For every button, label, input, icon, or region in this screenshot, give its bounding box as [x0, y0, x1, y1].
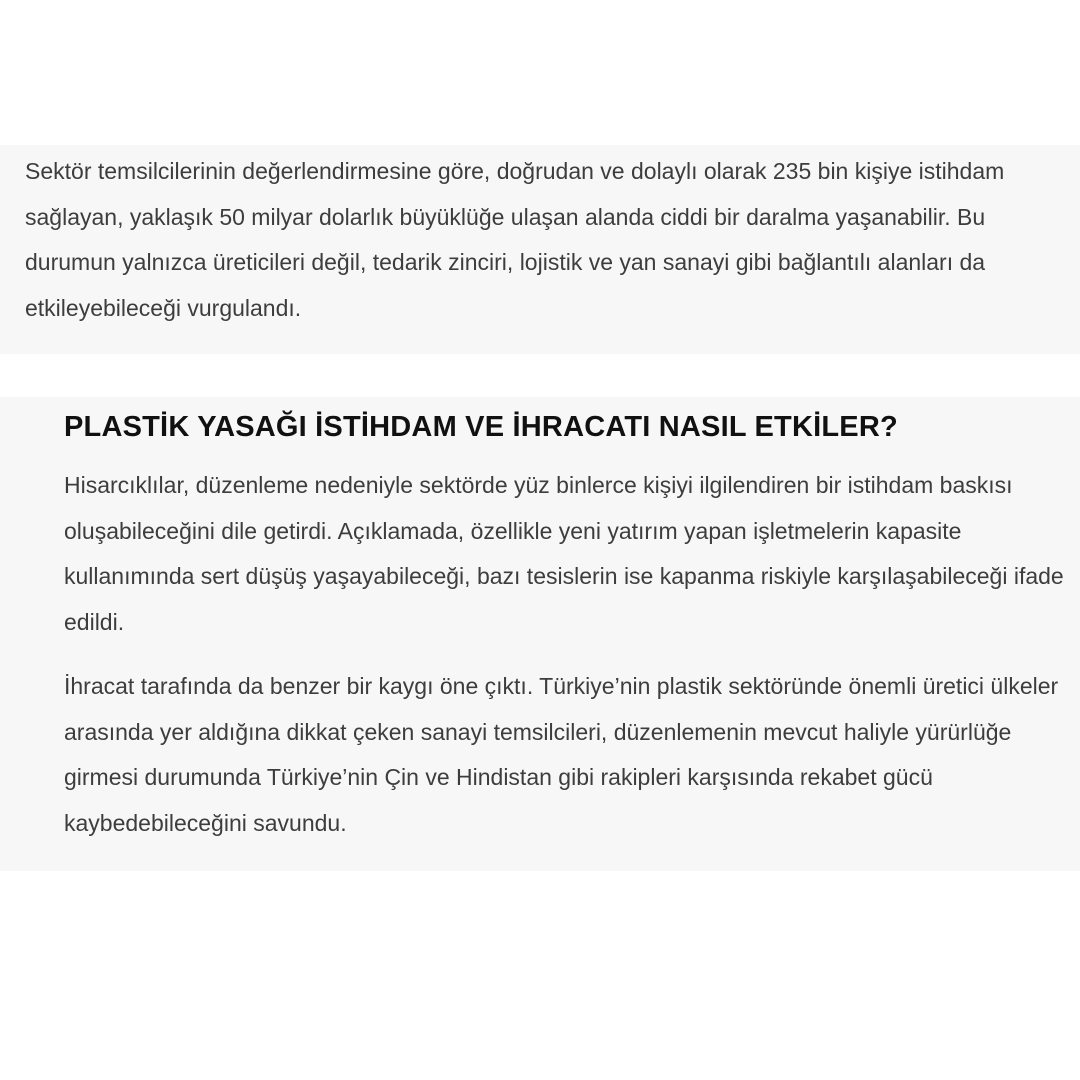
section-paragraph-1: Hisarcıklılar, düzenleme nedeniyle sektörde yüz binlerce kişiyi ilgilendiren bir istihdam baskısı oluşabileceğini dile getirdi. Açıklamada, özellikle yeni yatırım yapan işletmelerin kapasite kullanımında sert düşüş yaşayabileceği, bazı tesislerin ise kapanma riskiyle karşılaşabileceği ifade edildi.	[64, 472, 1064, 635]
section-heading: PLASTİK YASAĞI İSTİHDAM VE İHRACATI NASIL ETKİLER?	[64, 411, 898, 443]
intro-paragraph: Sektör temsilcilerinin değerlendirmesine göre, doğrudan ve dolaylı olarak 235 bin kişiye istihdam sağlayan, yaklaşık 50 milyar dolarlık büyüklüğe ulaşan alanda ciddi bir daralma yaşanabilir. Bu durumun yalnızca üreticileri değil, tedarik zinciri, lojistik ve yan sanayi gibi bağlantılı alanları da etkileyebileceği vurgulandı.	[25, 158, 1005, 321]
intro-panel	[0, 145, 1080, 354]
cropped-text-line	[0, 869, 1080, 879]
article-section-panel	[0, 397, 1080, 871]
section-paragraph-2: İhracat tarafında da benzer bir kaygı öne çıktı. Türkiye’nin plastik sektöründe önemli üretici ülkeler arasında yer aldığına dikkat çeken sanayi temsilcileri, düzenlemenin mevcut haliyle yürürlüğe girmesi durumunda Türkiye’nin Çin ve Hindistan gibi rakipleri karşısında rekabet gücü kaybedebileceğini savundu.	[64, 673, 1059, 836]
